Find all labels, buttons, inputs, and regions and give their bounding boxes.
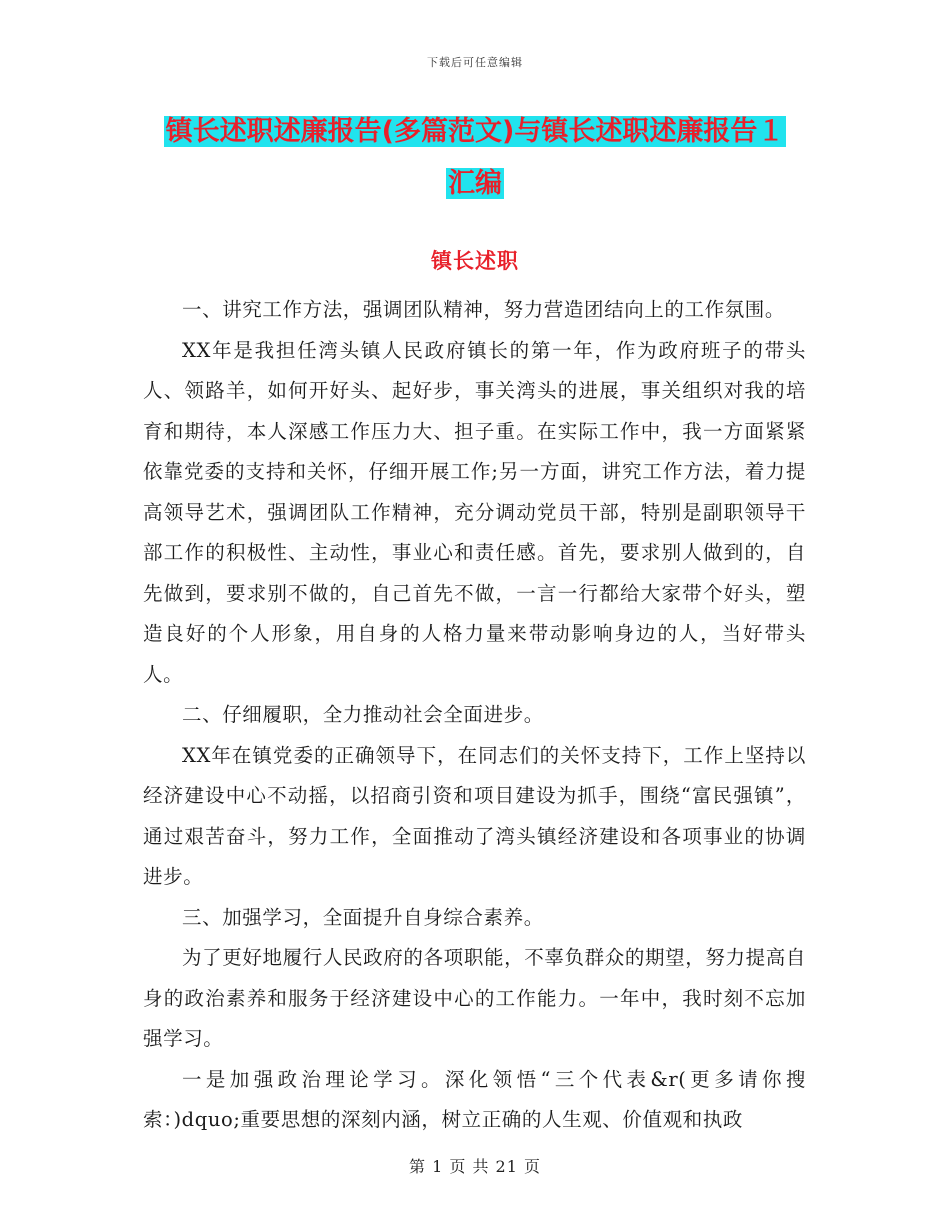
paragraph: XX年在镇党委的正确领导下，在同志们的关怀支持下，工作上坚持以经济建设中心不动摇，以招商引资和项目建设为抓手，围绕“富民强镇”，通过艰苦奋斗，努力工作，全面推动了湾头镇经济建设和各项事业的协调进步。: [143, 743, 806, 888]
paragraph: 为了更好地履行人民政府的各项职能，不辜负群众的期望，努力提高自身的政治素养和服务于经济建设中心的工作能力。一年中，我时刻不忘加强学习。: [143, 946, 806, 1050]
title-line-1: 镇长述职述廉报告(多篇范文)与镇长述职述廉报告１: [165, 116, 785, 147]
header-note: 下载后可任意编辑: [427, 56, 523, 69]
paragraph: 二、仔细履职，全力推动社会全面进步。: [182, 703, 544, 726]
section-heading: 镇长述职: [431, 249, 519, 273]
page-number-footer: 第 1 页 共 21 页: [409, 1157, 541, 1176]
body-text: [143, 290, 806, 1141]
paragraph: XX年是我担任湾头镇人民政府镇长的第一年，作为政府班子的带头人、领路羊，如何开好头、起好步，事关湾头的进展，事关组织对我的培育和期待，本人深感工作压力大、担子重。在实际工作中，我一方面紧紧依靠党委的支持和关怀，仔细开展工作;另一方面，讲究工作方法，着力提高领导艺术，强调团队工作精神，充分调动党员干部，特别是副职领导干部工作的积极性、主动性，事业心和责任感。首先，要求别人做到的，自先做到，要求别不做的，自己首先不做，一言一行都给大家带个好头，塑造良好的个人形象，用自身的人格力量来带动影响身边的人，当好带头人。: [143, 338, 806, 686]
paragraph: 一是加强政治理论学习。深化领悟“三个代表&r(更多请你搜索：)dquo;重要思想的深刻内涵，树立正确的人生观、价值观和执政: [143, 1067, 806, 1131]
document-title: [0, 106, 950, 210]
paragraph: 一、讲究工作方法，强调团队精神，努力营造团结向上的工作氛围。: [182, 298, 786, 321]
paragraph: 三、加强学习，全面提升自身综合素养。: [182, 905, 544, 929]
title-line-2: 汇编: [448, 168, 502, 199]
